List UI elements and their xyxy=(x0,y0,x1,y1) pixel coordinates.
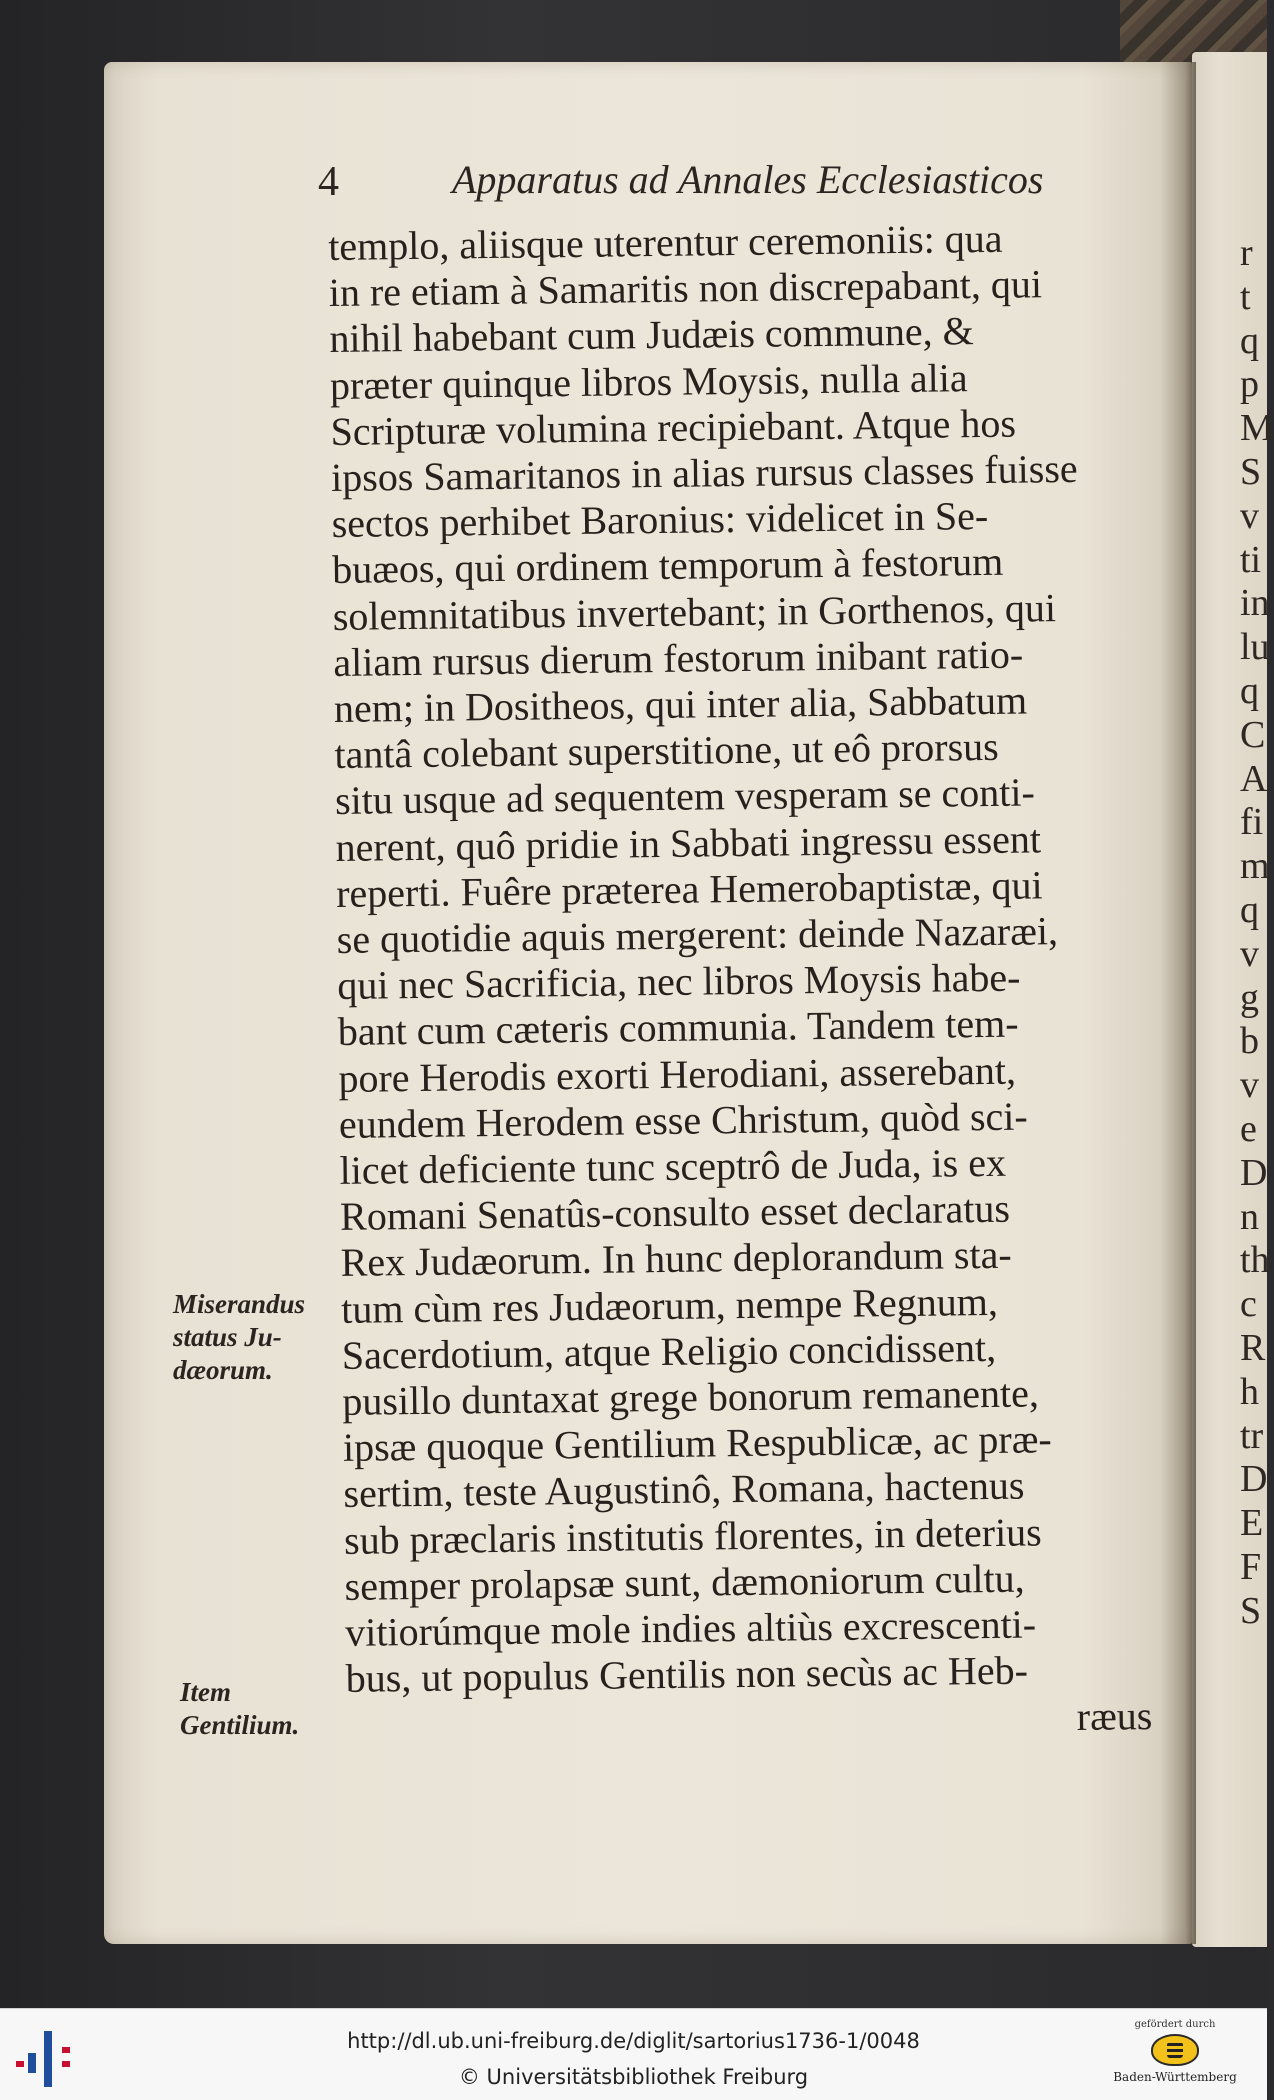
text-line: sub præclaris institutis florentes, in deterius xyxy=(343,1509,1042,1563)
text-line: vitiorúmque mole indies altiùs excrescenti- xyxy=(344,1601,1037,1655)
sponsor-label: gefördert durch xyxy=(1134,2019,1216,2030)
copyright-notice: © Universitätsbibliothek Freiburg xyxy=(458,2065,809,2089)
text-line: semper prolapsæ sunt, dæmoniorum cultu, xyxy=(344,1555,1025,1609)
text-line: eundem Herodem esse Christum, quòd sci- xyxy=(338,1093,1028,1147)
text-line: bant cum cæteris communia. Tandem tem- xyxy=(337,1001,1019,1055)
text-line: ipsæ quoque Gentilium Respublicæ, ac præ- xyxy=(342,1416,1052,1471)
body-text xyxy=(328,214,1167,1749)
text-line: bus, ut populus Gentilis non secùs ac Heb- xyxy=(345,1647,1029,1702)
text-line: reperti. Fuêre præterea Hemerobaptistæ, qui xyxy=(335,862,1043,916)
text-line: Scripturæ volumina recipiebant. Atque hos xyxy=(330,400,1017,454)
viewer-footer xyxy=(0,2008,1267,2100)
running-title: Apparatus ad Annales Ecclesiasticos xyxy=(452,157,1044,202)
permalink-url[interactable]: http://dl.ub.uni-freiburg.de/diglit/sartorius1736-1/0048 xyxy=(347,2029,920,2053)
text-line: sertim, teste Augustinô, Romana, hactenus xyxy=(343,1463,1025,1517)
text-line: situ usque ad sequentem vesperam se conti- xyxy=(334,769,1036,824)
text-line: Romani Senatûs-consulto esset declaratus xyxy=(339,1186,1011,1240)
text-line: tum cùm res Judæorum, nempe Regnum, xyxy=(340,1278,999,1332)
catchword: ræus xyxy=(1076,1692,1153,1739)
sponsor-name: Baden-Württemberg xyxy=(1113,2070,1237,2084)
text-line: præter quinque libros Moysis, nulla alia xyxy=(329,354,968,408)
facing-page-text-fragment: r t q p M S v ti in lu q C A fi m q v g b v e D n th c R h tr D E F S xyxy=(1240,232,1274,1632)
text-line: qui nec Sacrificia, nec libros Moysis habe- xyxy=(337,954,1021,1009)
text-line: buæos, qui ordinem temporum à festorum xyxy=(331,539,1004,593)
text-line: Sacerdotium, atque Religio concidissent, xyxy=(341,1324,997,1378)
text-line: in re etiam à Samaritis non discrepabant, qui xyxy=(328,261,1043,316)
sponsor-badge xyxy=(1100,2019,1250,2099)
text-line: nihil habebant cum Judæis commune, & xyxy=(329,308,974,362)
text-line: nem; in Dositheos, qui inter alia, Sabbatum xyxy=(333,677,1028,731)
text-line: sectos perhibet Baronius: videlicet in Se- xyxy=(331,493,989,547)
marginal-note-miserandus: Miserandus status Ju- dæorum. xyxy=(173,1289,306,1385)
text-line: tantâ colebant superstitione, ut eô prorsus xyxy=(334,724,999,778)
text-line: pore Herodis exorti Herodiani, asserebant, xyxy=(338,1047,1017,1101)
text-line: solemnitatibus invertebant; in Gorthenos, qui xyxy=(332,584,1057,639)
text-line: ipsos Samaritanos in alias rursus classes fuisse xyxy=(330,445,1078,500)
text-line: pusillo duntaxat grege bonorum remanente, xyxy=(342,1370,1040,1424)
text-line: templo, aliisque uterentur ceremoniis: qua xyxy=(328,215,1003,269)
state-coat-of-arms-icon xyxy=(1151,2034,1199,2066)
text-line: se quotidie aquis mergerent: deinde Nazaræi, xyxy=(336,908,1059,962)
page-number: 4 xyxy=(318,159,339,205)
page-header xyxy=(318,150,1118,210)
text-line: aliam rursus dierum festorum inibant ratio- xyxy=(333,631,1024,685)
text-line: nerent, quô pridie in Sabbati ingressu essent xyxy=(335,815,1042,870)
marginal-note-gentilium: Item Gentilium. xyxy=(180,1677,300,1740)
text-line: licet deficiente tunc sceptrô de Juda, is ex xyxy=(339,1139,1007,1193)
text-line: Rex Judæorum. In hunc deplorandum sta- xyxy=(340,1232,1012,1286)
